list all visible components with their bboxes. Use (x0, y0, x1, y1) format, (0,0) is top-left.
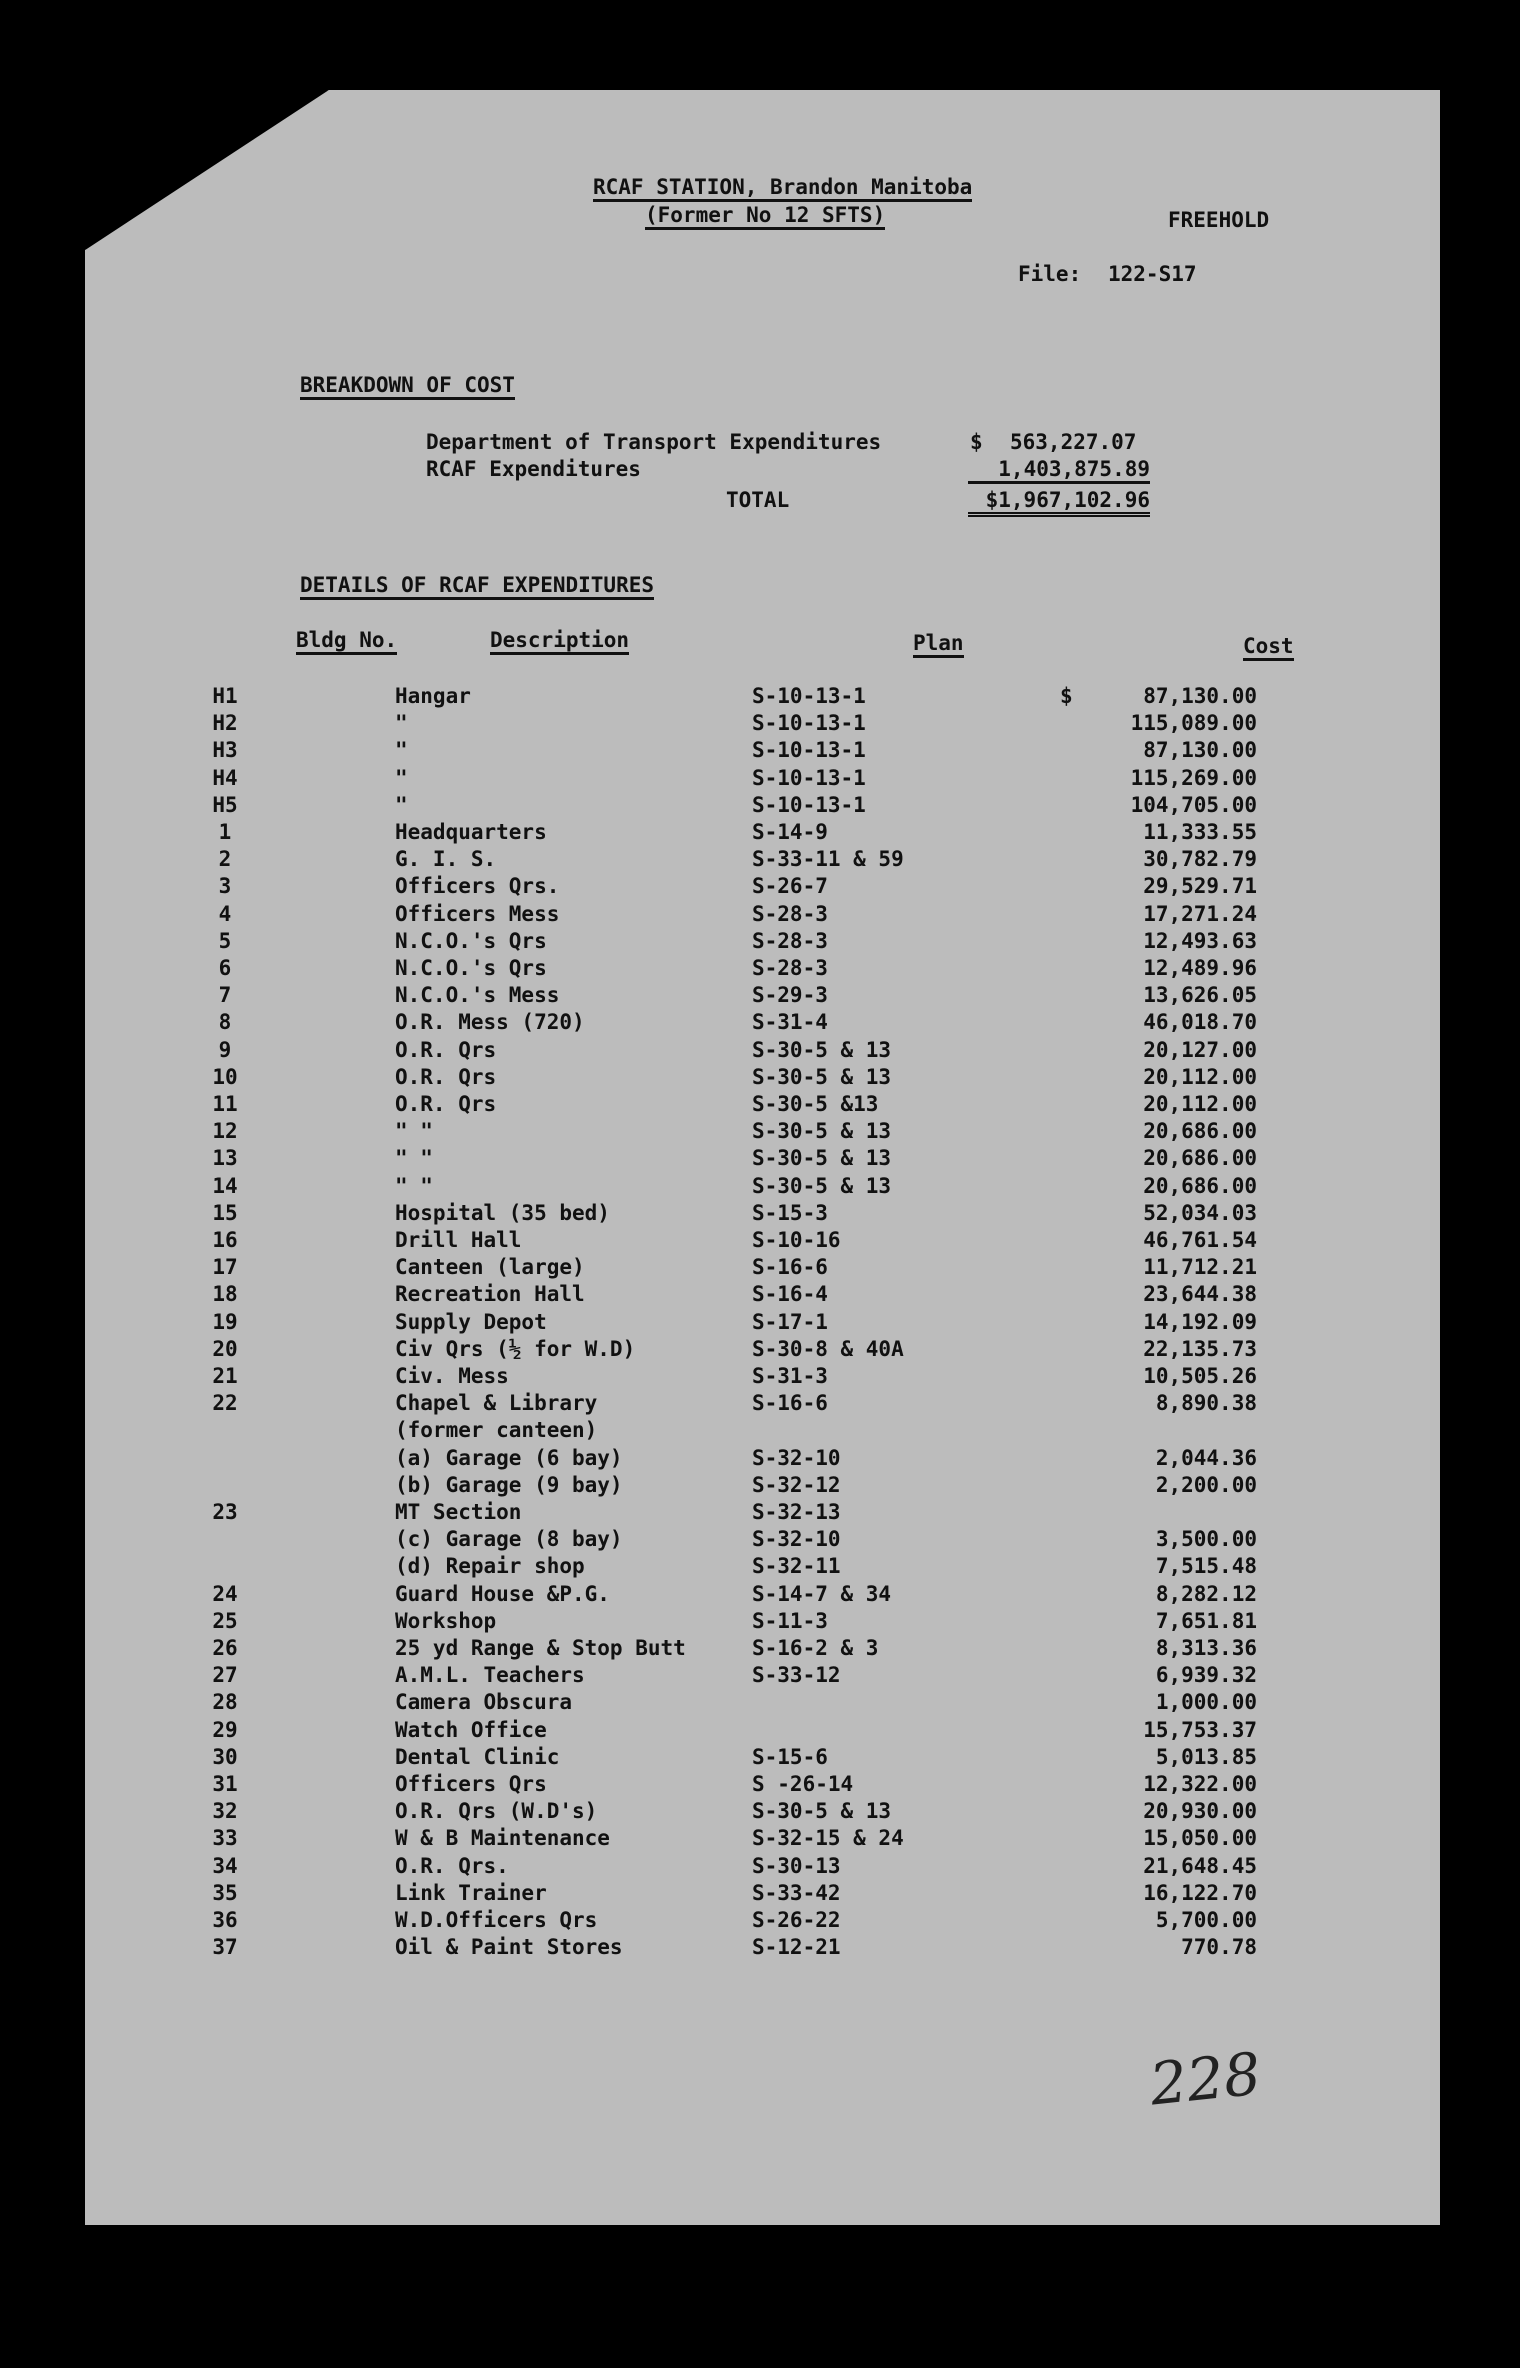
plan-cell: S-15-6 (752, 1744, 828, 1769)
description-cell: Drill Hall (395, 1228, 522, 1252)
table-row (0, 766, 1355, 793)
table-row (0, 1745, 1355, 1772)
total-amount: $1,967,102.96 (968, 488, 1150, 517)
table-row (0, 874, 1355, 901)
bldg-no-cell: 36 (212, 1908, 238, 1932)
description-cell: " " (395, 1119, 433, 1144)
plan-cell: S-32-12 (752, 1472, 841, 1497)
bldg-no-cell: 28 (212, 1690, 238, 1715)
tenure-label: FREEHOLD (1168, 208, 1270, 232)
table-row (0, 711, 1355, 738)
plan-cell: S-32-13 (752, 1500, 841, 1524)
table-row (0, 1146, 1355, 1173)
table-row (0, 1418, 1355, 1445)
plan-cell: S-28-3 (752, 928, 828, 953)
plan-cell: S-16-6 (752, 1391, 828, 1416)
description-cell: Officers Mess (395, 901, 560, 926)
table-row (0, 902, 1355, 929)
cost-cell: 1,000.00 (1155, 1690, 1257, 1715)
table-row (0, 820, 1355, 847)
cost-cell: 11,712.21 (1143, 1255, 1257, 1280)
plan-cell: S-31-3 (752, 1364, 828, 1388)
table-row (0, 1854, 1355, 1881)
table-row (0, 1636, 1355, 1663)
dot-expenditure-label: Department of Transport Expenditures (426, 430, 882, 454)
cost-cell: 11,333.55 (1143, 820, 1257, 844)
description-cell: " (395, 711, 408, 736)
former-school: (Former No 12 SFTS) (645, 203, 885, 230)
cost-cell: 2,044.36 (1155, 1445, 1257, 1470)
table-row (0, 1228, 1355, 1255)
column-header-cost: Cost (1243, 634, 1294, 661)
table-row (0, 1174, 1355, 1201)
table-row (0, 1772, 1355, 1799)
cost-cell: 2,200.00 (1155, 1472, 1257, 1497)
plan-cell: S-33-12 (752, 1663, 841, 1688)
handwritten-page-number: 228 (1146, 2039, 1264, 2119)
cost-cell: 46,761.54 (1143, 1228, 1257, 1252)
bldg-no-cell: 18 (212, 1282, 238, 1307)
description-cell: Hospital (35 bed) (395, 1200, 610, 1225)
plan-cell: S -26-14 (752, 1772, 854, 1796)
plan-cell: S-28-3 (752, 956, 828, 980)
table-row (0, 847, 1355, 874)
bldg-no-cell: 25 (212, 1608, 238, 1633)
table-row (0, 1201, 1355, 1228)
details-title: DETAILS OF RCAF EXPENDITURES (300, 573, 654, 600)
description-cell: N.C.O.'s Qrs (395, 956, 547, 980)
bldg-no-cell: 3 (218, 874, 232, 899)
bldg-no-cell: 16 (212, 1228, 238, 1252)
cost-cell: 52,034.03 (1143, 1200, 1257, 1225)
table-row (0, 1282, 1355, 1309)
table-row (0, 1065, 1355, 1092)
bldg-no-cell: 14 (212, 1173, 238, 1198)
description-cell: O.R. Qrs (395, 1064, 497, 1089)
bldg-no-cell: H3 (212, 738, 238, 763)
plan-cell: S-16-2 & 3 (752, 1636, 879, 1660)
table-row (0, 1799, 1355, 1826)
bldg-no-cell: 5 (218, 928, 232, 953)
cost-cell: 20,112.00 (1143, 1064, 1257, 1089)
plan-cell: S-30-5 & 13 (752, 1064, 892, 1089)
bldg-no-cell: 24 (212, 1581, 238, 1606)
plan-cell: S-30-5 & 13 (752, 1146, 892, 1171)
cost-cell: 30,782.79 (1143, 847, 1257, 872)
cost-cell: 115,269.00 (1130, 765, 1257, 790)
cost-cell: 15,050.00 (1143, 1826, 1257, 1851)
cost-cell: 8,890.38 (1155, 1391, 1257, 1416)
plan-cell: S-11-3 (752, 1608, 828, 1633)
plan-cell: S-14-7 & 34 (752, 1581, 892, 1606)
table-row (0, 1881, 1355, 1908)
table-row (0, 793, 1355, 820)
bldg-no-cell: 31 (212, 1772, 238, 1796)
column-header-description: Description (490, 628, 629, 655)
description-cell: N.C.O.'s Qrs (395, 928, 547, 953)
cost-cell: 20,686.00 (1143, 1146, 1257, 1171)
plan-cell: S-31-4 (752, 1010, 828, 1035)
bldg-no-cell: 8 (218, 1010, 232, 1035)
plan-cell: S-30-13 (752, 1853, 841, 1878)
description-cell: W & B Maintenance (395, 1826, 610, 1851)
bldg-no-cell: 19 (212, 1309, 238, 1334)
dot-expenditure-amount: 563,227.07 (1010, 430, 1137, 454)
plan-cell: S-33-11 & 59 (752, 847, 904, 872)
bldg-no-cell: 13 (212, 1146, 238, 1171)
breakdown-title: BREAKDOWN OF COST (300, 373, 515, 400)
table-row (0, 1119, 1355, 1146)
plan-cell: S-30-5 &13 (752, 1092, 879, 1116)
description-cell: Hangar (395, 684, 471, 708)
cost-cell: 5,700.00 (1155, 1908, 1257, 1932)
table-row (0, 1010, 1355, 1037)
bldg-no-cell: 10 (212, 1064, 238, 1089)
cost-cell: 6,939.32 (1155, 1663, 1257, 1688)
bldg-no-cell: H1 (212, 684, 238, 708)
table-row (0, 1446, 1355, 1473)
table-row (0, 684, 1355, 711)
bldg-no-cell: 1 (218, 820, 232, 844)
plan-cell: S-10-13-1 (752, 765, 866, 790)
description-cell: MT Section (395, 1500, 522, 1524)
cost-cell: 20,686.00 (1143, 1119, 1257, 1144)
plan-cell: S-15-3 (752, 1200, 828, 1225)
bldg-no-cell: H5 (212, 792, 238, 817)
cost-cell: 29,529.71 (1143, 874, 1257, 899)
table-row (0, 1609, 1355, 1636)
plan-cell: S-10-13-1 (752, 711, 866, 736)
description-cell: Oil & Paint Stores (395, 1935, 623, 1960)
column-header-plan: Plan (913, 631, 964, 658)
bldg-no-cell: 22 (212, 1391, 238, 1416)
bldg-no-cell: 29 (212, 1717, 238, 1742)
plan-cell: S-10-13-1 (752, 792, 866, 817)
bldg-no-cell: 30 (212, 1744, 238, 1769)
cost-cell: 23,644.38 (1143, 1282, 1257, 1307)
cost-cell: 16,122.70 (1143, 1880, 1257, 1905)
plan-cell: S-26-7 (752, 874, 828, 899)
plan-cell: S-32-15 & 24 (752, 1826, 904, 1851)
description-cell: " " (395, 1173, 433, 1198)
plan-cell: S-30-5 & 13 (752, 1173, 892, 1198)
plan-cell: S-16-6 (752, 1255, 828, 1280)
bldg-no-cell: 23 (212, 1500, 238, 1524)
table-row (0, 1092, 1355, 1119)
description-cell: Dental Clinic (395, 1744, 560, 1769)
bldg-no-cell: 21 (212, 1364, 238, 1388)
currency-symbol: $ (1060, 684, 1073, 708)
plan-cell: S-14-9 (752, 820, 828, 844)
description-cell: O.R. Qrs (395, 1092, 497, 1116)
table-row (0, 1554, 1355, 1581)
file-number: 122-S17 (1108, 262, 1197, 286)
plan-cell: S-10-16 (752, 1228, 841, 1252)
bldg-no-cell: 6 (218, 956, 232, 980)
station-title: RCAF STATION, Brandon Manitoba (593, 175, 972, 202)
plan-cell: S-32-11 (752, 1554, 841, 1579)
description-cell: Canteen (large) (395, 1255, 585, 1280)
plan-cell: S-28-3 (752, 901, 828, 926)
bldg-no-cell: 32 (212, 1799, 238, 1824)
table-row (0, 1935, 1355, 1962)
description-cell: (d) Repair shop (395, 1554, 585, 1579)
cost-cell: 21,648.45 (1143, 1853, 1257, 1878)
cost-cell: 17,271.24 (1143, 901, 1257, 926)
cost-cell: 3,500.00 (1155, 1527, 1257, 1552)
plan-cell: S-32-10 (752, 1527, 841, 1552)
dot-currency: $ (970, 430, 983, 454)
cost-cell: 770.78 (1181, 1935, 1257, 1960)
plan-cell: S-26-22 (752, 1908, 841, 1932)
description-cell: " (395, 792, 408, 817)
description-cell: W.D.Officers Qrs (395, 1908, 598, 1932)
bldg-no-cell: 12 (212, 1119, 238, 1144)
bldg-no-cell: 4 (218, 901, 232, 926)
table-row (0, 929, 1355, 956)
table-row (0, 1310, 1355, 1337)
cost-cell: 8,282.12 (1155, 1581, 1257, 1606)
cost-cell: 115,089.00 (1130, 711, 1257, 736)
description-cell: N.C.O.'s Mess (395, 983, 560, 1008)
description-cell: " (395, 765, 408, 790)
description-cell: Civ Qrs (½ for W.D) (395, 1336, 636, 1361)
cost-cell: 7,651.81 (1155, 1608, 1257, 1633)
bldg-no-cell: 26 (212, 1636, 238, 1660)
cost-cell: 87,130.00 (1143, 684, 1257, 708)
description-cell: G. I. S. (395, 847, 497, 872)
cost-cell: 20,930.00 (1143, 1799, 1257, 1824)
description-cell: O.R. Mess (720) (395, 1010, 585, 1035)
description-cell: (a) Garage (6 bay) (395, 1445, 623, 1470)
plan-cell: S-30-5 & 13 (752, 1119, 892, 1144)
plan-cell: S-30-5 & 13 (752, 1799, 892, 1824)
description-cell: Officers Qrs. (395, 874, 560, 899)
cost-cell: 22,135.73 (1143, 1336, 1257, 1361)
plan-cell: S-12-21 (752, 1935, 841, 1960)
cost-cell: 104,705.00 (1130, 792, 1257, 817)
description-cell: Recreation Hall (395, 1282, 585, 1307)
description-cell: (c) Garage (8 bay) (395, 1527, 623, 1552)
table-row (0, 1663, 1355, 1690)
bldg-no-cell: 20 (212, 1336, 238, 1361)
table-row (0, 1255, 1355, 1282)
description-cell: Camera Obscura (395, 1690, 573, 1715)
cost-cell: 20,112.00 (1143, 1092, 1257, 1116)
column-header-bldg-no: Bldg No. (296, 628, 397, 655)
cost-cell: 13,626.05 (1143, 983, 1257, 1008)
description-cell: 25 yd Range & Stop Butt (395, 1636, 686, 1660)
bldg-no-cell: 17 (212, 1255, 238, 1280)
plan-cell: S-10-13-1 (752, 684, 866, 708)
table-row (0, 1582, 1355, 1609)
table-row (0, 1391, 1355, 1418)
plan-cell: S-32-10 (752, 1445, 841, 1470)
table-row (0, 1826, 1355, 1853)
bldg-no-cell: 9 (218, 1037, 232, 1062)
plan-cell: S-30-8 & 40A (752, 1336, 904, 1361)
table-row (0, 1038, 1355, 1065)
bldg-no-cell: 7 (218, 983, 232, 1008)
description-cell: " " (395, 1146, 433, 1171)
description-cell: O.R. Qrs (W.D's) (395, 1799, 598, 1824)
cost-cell: 12,322.00 (1143, 1772, 1257, 1796)
cost-cell: 20,127.00 (1143, 1037, 1257, 1062)
bldg-no-cell: H2 (212, 711, 238, 736)
table-row (0, 983, 1355, 1010)
description-cell: Link Trainer (395, 1880, 547, 1905)
bldg-no-cell: 15 (212, 1200, 238, 1225)
plan-cell: S-33-42 (752, 1880, 841, 1905)
table-row (0, 1908, 1355, 1935)
cost-cell: 87,130.00 (1143, 738, 1257, 763)
description-cell: Chapel & Library (395, 1391, 598, 1416)
description-cell: " (395, 738, 408, 763)
table-row (0, 1500, 1355, 1527)
description-cell: Civ. Mess (395, 1364, 509, 1388)
description-cell: Workshop (395, 1608, 497, 1633)
description-cell: Officers Qrs (395, 1772, 547, 1796)
plan-cell: S-17-1 (752, 1309, 828, 1334)
plan-cell: S-30-5 & 13 (752, 1037, 892, 1062)
bldg-no-cell: 35 (212, 1880, 238, 1905)
cost-cell: 5,013.85 (1155, 1744, 1257, 1769)
description-cell: Supply Depot (395, 1309, 547, 1334)
rcaf-expenditure-amount: 1,403,875.89 (968, 457, 1150, 484)
table-row (0, 1527, 1355, 1554)
description-cell: O.R. Qrs. (395, 1853, 509, 1878)
bldg-no-cell: 27 (212, 1663, 238, 1688)
cost-cell: 14,192.09 (1143, 1309, 1257, 1334)
total-label: TOTAL (726, 488, 790, 512)
description-cell: (former canteen) (395, 1418, 598, 1443)
bldg-no-cell: 33 (212, 1826, 238, 1851)
bldg-no-cell: 2 (218, 847, 232, 872)
plan-cell: S-10-13-1 (752, 738, 866, 763)
cost-cell: 20,686.00 (1143, 1173, 1257, 1198)
rcaf-expenditure-label: RCAF Expenditures (426, 457, 641, 481)
table-row (0, 1718, 1355, 1745)
bldg-no-cell: 34 (212, 1853, 238, 1878)
bldg-no-cell: 11 (212, 1092, 238, 1116)
cost-cell: 10,505.26 (1143, 1364, 1257, 1388)
cost-cell: 7,515.48 (1155, 1554, 1257, 1579)
cost-cell: 46,018.70 (1143, 1010, 1257, 1035)
description-cell: A.M.L. Teachers (395, 1663, 585, 1688)
cost-cell: 12,489.96 (1143, 956, 1257, 980)
cost-cell: 8,313.36 (1155, 1636, 1257, 1660)
description-cell: (b) Garage (9 bay) (395, 1472, 623, 1497)
description-cell: O.R. Qrs (395, 1037, 497, 1062)
cost-cell: 15,753.37 (1143, 1717, 1257, 1742)
description-cell: Watch Office (395, 1717, 547, 1742)
description-cell: Guard House &P.G. (395, 1581, 610, 1606)
table-row (0, 738, 1355, 765)
plan-cell: S-29-3 (752, 983, 828, 1008)
table-row (0, 1364, 1355, 1391)
bldg-no-cell: 37 (212, 1935, 238, 1960)
plan-cell: S-16-4 (752, 1282, 828, 1307)
file-label: File: (1018, 262, 1082, 286)
table-row (0, 956, 1355, 983)
table-row (0, 1690, 1355, 1717)
cost-cell: 12,493.63 (1143, 928, 1257, 953)
description-cell: Headquarters (395, 820, 547, 844)
bldg-no-cell: H4 (212, 765, 238, 790)
table-row (0, 1473, 1355, 1500)
table-row (0, 1337, 1355, 1364)
